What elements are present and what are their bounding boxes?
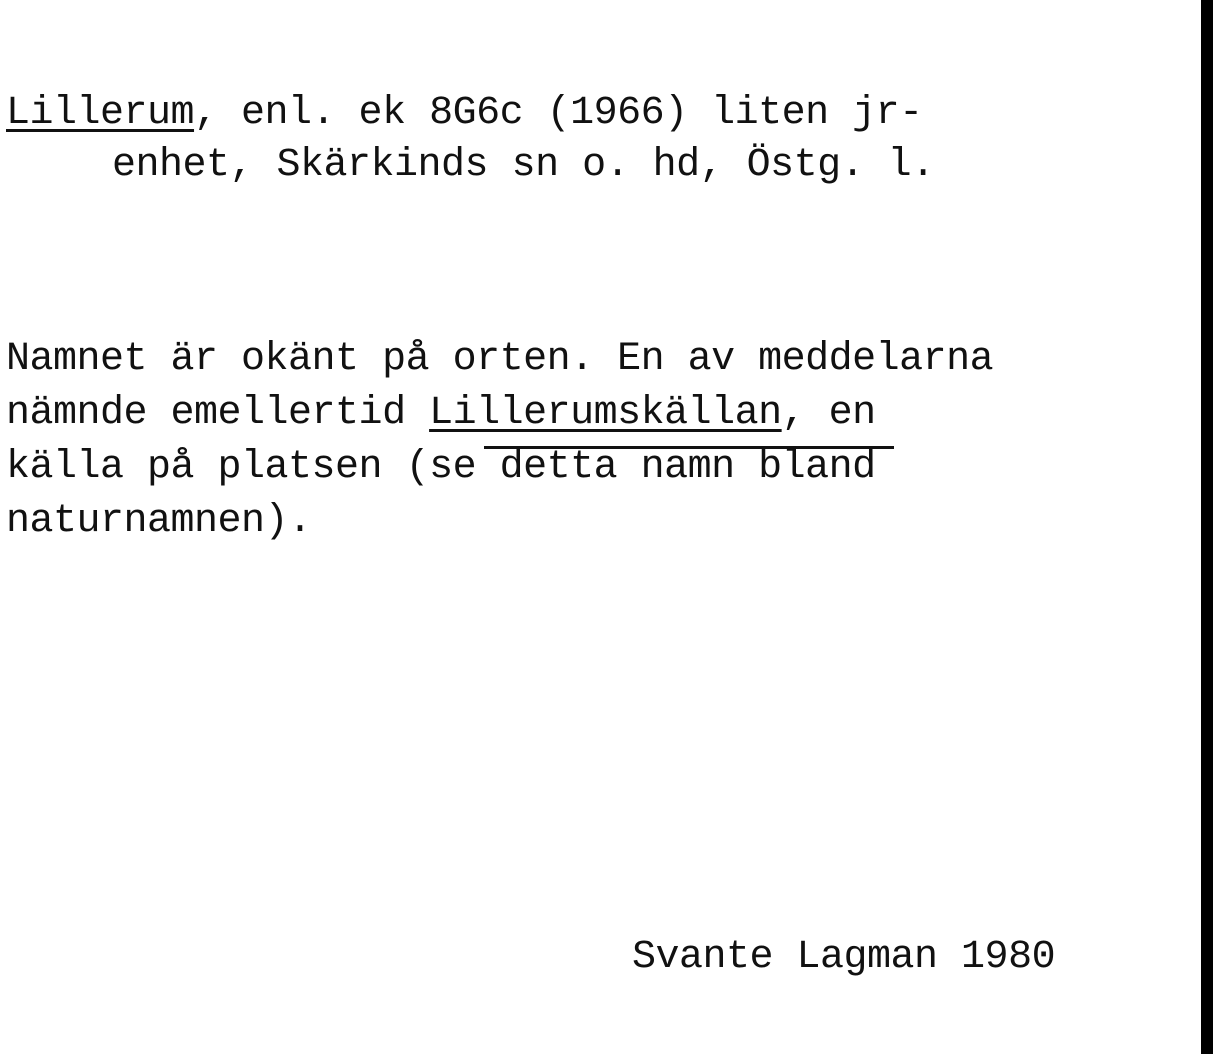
referenced-name: Lillerumskällan — [429, 391, 782, 436]
body-line-2-start: nämnde emellertid — [6, 391, 430, 436]
body-line-1: Namnet är okänt på orten. En av meddelarna — [6, 337, 994, 382]
body-line-2-end: , en — [781, 391, 876, 436]
heading-line-1 — [6, 90, 923, 138]
place-name: Lillerum — [6, 91, 195, 136]
heading-line-1-rest: , enl. ek 8G6c (1966) liten jr- — [194, 91, 923, 136]
heading-line-2: enhet, Skärkinds sn o. hd, Östg. l. — [112, 143, 935, 188]
body-line-3: källa på platsen (se detta namn bland — [6, 445, 876, 490]
body-line-2 — [6, 390, 876, 438]
body-line-4: naturnamnen). — [6, 499, 312, 544]
signature: Svante Lagman 1980 — [632, 935, 1056, 980]
card-edge — [1201, 0, 1213, 1054]
